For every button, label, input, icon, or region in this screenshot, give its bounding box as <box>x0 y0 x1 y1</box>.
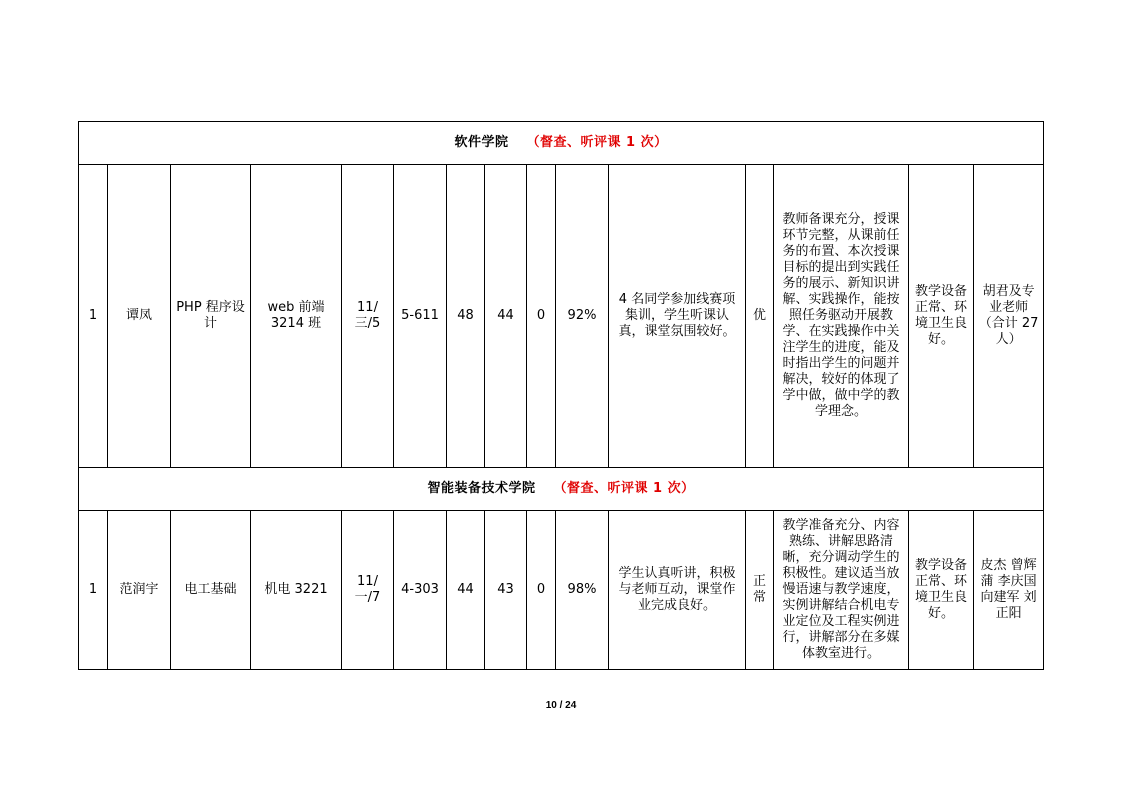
grade: 优 <box>746 165 774 468</box>
enrolled-count: 48 <box>447 165 485 468</box>
course-name: PHP 程序设计 <box>171 165 251 468</box>
row-number: 1 <box>79 165 108 468</box>
table-row <box>79 511 1044 670</box>
absent-count: 0 <box>527 511 556 670</box>
class-name: web 前端 3214 班 <box>251 165 342 468</box>
environment: 教学设备正常、环境卫生良好。 <box>909 511 974 670</box>
environment: 教学设备正常、环境卫生良好。 <box>909 165 974 468</box>
college-name: 智能装备技术学院 <box>427 481 536 496</box>
inspectors: 胡君及专业老师（合计 27 人） <box>974 165 1044 468</box>
absent-count: 0 <box>527 165 556 468</box>
present-count: 43 <box>485 511 527 670</box>
page-number: 10 / 24 <box>545 700 577 711</box>
section-note: （督查、听评课 1 次） <box>526 135 668 150</box>
enrolled-count: 44 <box>447 511 485 670</box>
section-header <box>79 468 1044 511</box>
class-name: 机电 3221 <box>251 511 342 670</box>
classroom: 5-611 <box>394 165 447 468</box>
class-date: 11/一/7 <box>342 511 394 670</box>
attendance-rate: 92% <box>556 165 609 468</box>
grade: 正常 <box>746 511 774 670</box>
inspectors: 皮杰 曾辉蒲 李庆国 向建军 刘正阳 <box>974 511 1044 670</box>
attendance-rate: 98% <box>556 511 609 670</box>
present-count: 44 <box>485 165 527 468</box>
section-title <box>79 468 1044 511</box>
inspection-table <box>78 121 1044 670</box>
table-row <box>79 165 1044 468</box>
teaching-comment: 教师备课充分，授课环节完整，从课前任务的布置、本次授课目标的提出到实践任务的展示、新知识讲解、实践操作，能按照任务驱动开展教学、在实践操作中关注学生的进度，能及时指出学生的问题并解决，较好的体现了学中做，做中学的教学理念。 <box>774 165 909 468</box>
row-number: 1 <box>79 511 108 670</box>
class-date: 11/三/5 <box>342 165 394 468</box>
teaching-comment: 教学准备充分、内容熟练、讲解思路清晰，充分调动学生的积极性。建议适当放慢语速与教学速度，实例讲解结合机电专业定位及工程实例进行，讲解部分在多媒体教室进行。 <box>774 511 909 670</box>
student-status: 4 名同学参加线赛项集训，学生听课认真，课堂氛围较好。 <box>609 165 746 468</box>
section-header <box>79 122 1044 165</box>
student-status: 学生认真听讲，积极与老师互动，课堂作业完成良好。 <box>609 511 746 670</box>
teacher-name: 范润宇 <box>108 511 171 670</box>
section-title <box>79 122 1044 165</box>
college-name: 软件学院 <box>454 135 509 150</box>
classroom: 4-303 <box>394 511 447 670</box>
section-note: （督查、听评课 1 次） <box>553 481 695 496</box>
course-name: 电工基础 <box>171 511 251 670</box>
teacher-name: 谭凤 <box>108 165 171 468</box>
